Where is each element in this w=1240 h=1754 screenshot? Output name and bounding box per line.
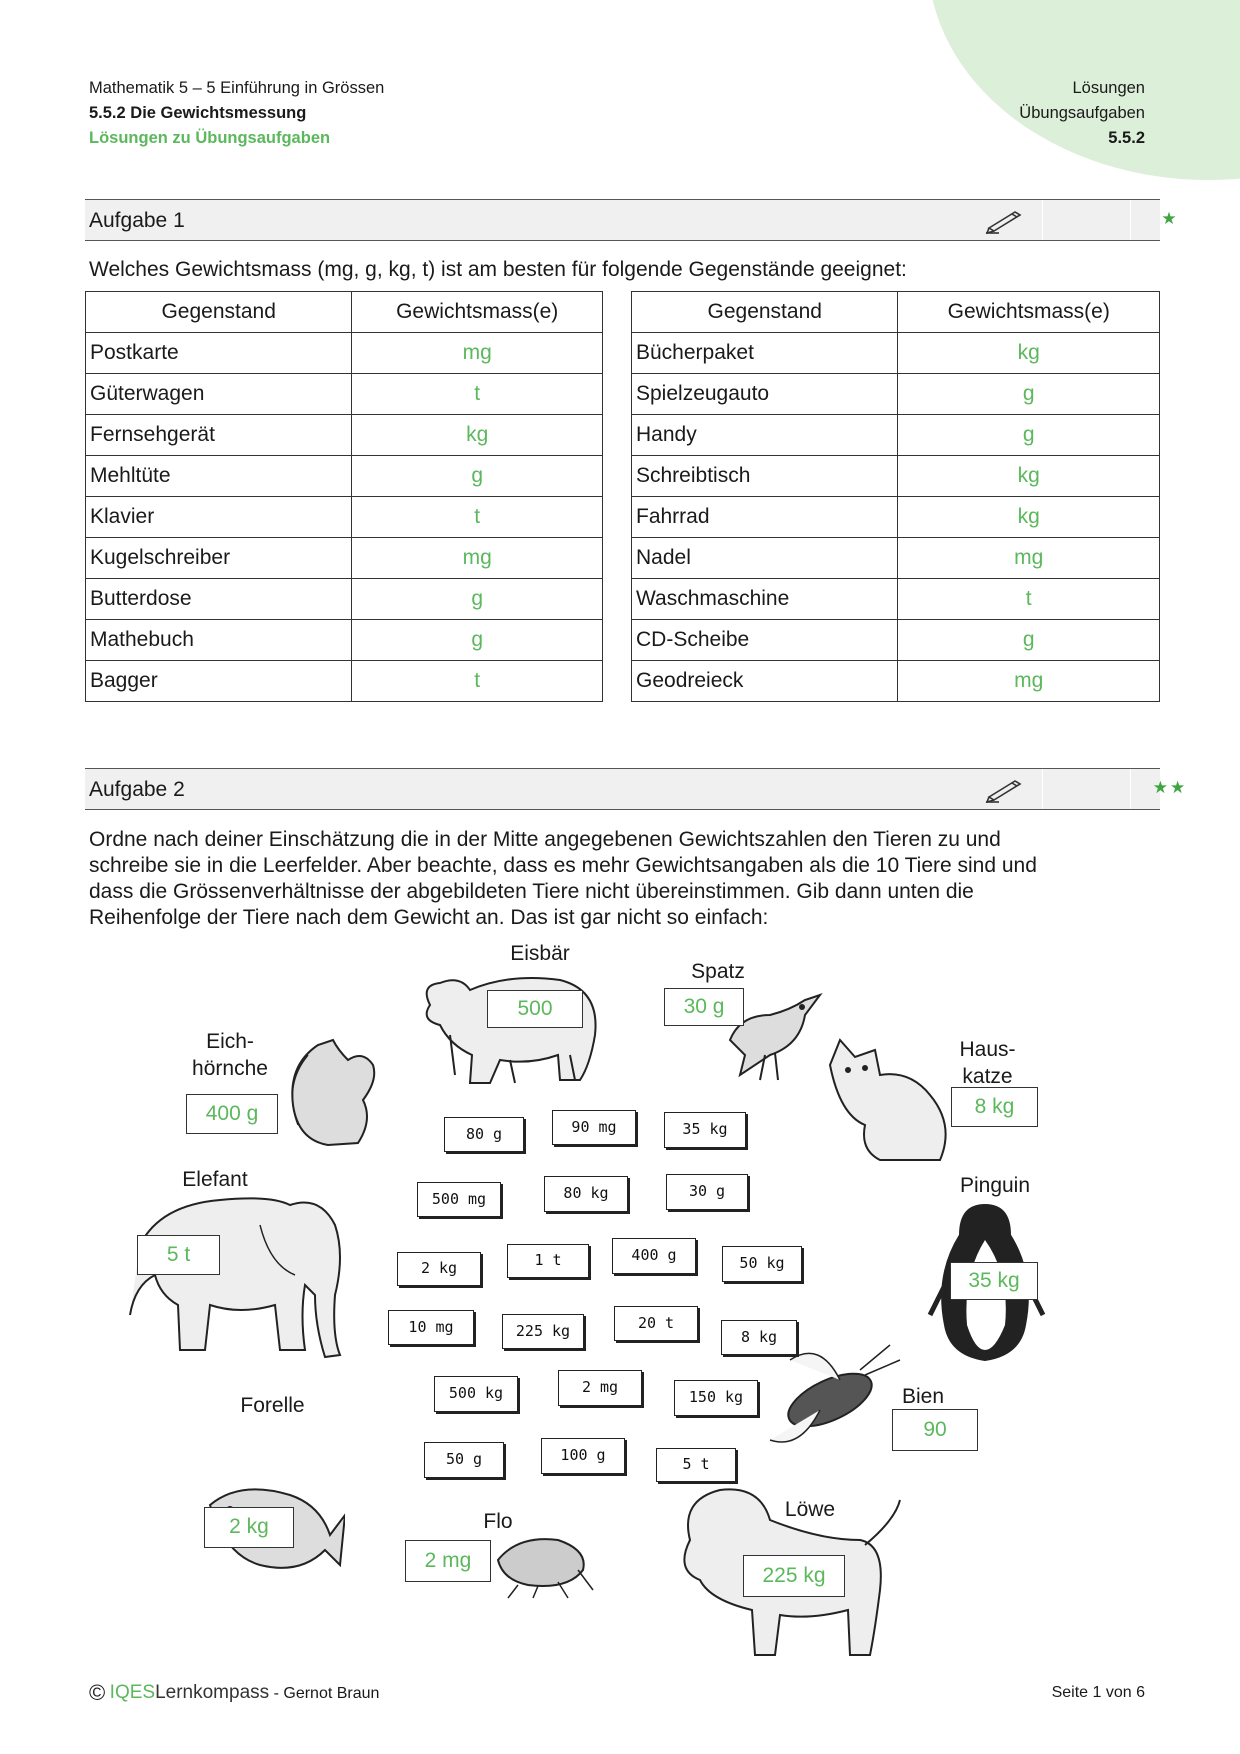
answer-cell: g (898, 415, 1160, 456)
table-row (632, 579, 1160, 620)
divider (1042, 200, 1043, 240)
label-cat (950, 1036, 1025, 1086)
item-cell: CD-Scheibe (632, 620, 898, 661)
answer-cell: g (898, 620, 1160, 661)
answer-box-sparrow[interactable]: 30 g (664, 988, 744, 1026)
label-penguin: Pinguin (959, 1174, 1031, 1197)
answer-cell: mg (352, 333, 603, 374)
table-row (632, 456, 1160, 497)
weight-option[interactable]: 500 mg (417, 1182, 501, 1217)
item-cell: Schreibtisch (632, 456, 898, 497)
header-left (89, 76, 384, 151)
answer-box-elephant[interactable]: 5 t (137, 1235, 220, 1275)
pencil-icon (985, 206, 1025, 234)
item-cell: Waschmaschine (632, 579, 898, 620)
table-header-row (86, 292, 603, 333)
task1-question: Welches Gewichtsmass (mg, g, kg, t) ist am besten für folgende Gegenstände geeignet: (89, 258, 907, 281)
table-row (632, 333, 1160, 374)
table-row (632, 374, 1160, 415)
answer-box-bee[interactable]: 90 (892, 1409, 978, 1451)
header-right (1019, 76, 1145, 151)
table-row (86, 661, 603, 702)
answer-cell: kg (352, 415, 603, 456)
task2-title: Aufgabe 2 (89, 778, 185, 801)
table-row (86, 374, 603, 415)
label-elephant: Elefant (182, 1168, 248, 1191)
difficulty-stars: ★ (1161, 209, 1179, 228)
answer-box-cat[interactable]: 8 kg (951, 1087, 1038, 1127)
answer-cell: t (898, 579, 1160, 620)
answer-cell: kg (898, 333, 1160, 374)
instruction-line: Ordne nach deiner Einschätzung die in der Mitte angegebenen Gewichtszahlen den Tieren zu und (89, 828, 1001, 851)
answer-cell: mg (898, 538, 1160, 579)
weight-option[interactable]: 10 mg (388, 1310, 474, 1345)
answer-box-trout[interactable]: 2 kg (204, 1507, 294, 1548)
weight-option[interactable]: 50 kg (722, 1246, 802, 1282)
brand-iqes: IQES (109, 1682, 156, 1703)
task1-header (85, 199, 1179, 241)
item-cell: Kugelschreiber (86, 538, 352, 579)
task1-title: Aufgabe 1 (89, 209, 185, 232)
item-cell: Mehltüte (86, 456, 352, 497)
answer-cell: g (352, 620, 603, 661)
difficulty-stars: ★★ (1152, 778, 1188, 797)
label-polar-bear: Eisbär (510, 942, 570, 965)
answer-cell: kg (898, 456, 1160, 497)
answer-box-polar-bear[interactable]: 500 (487, 990, 583, 1028)
column-header-item: Gegenstand (86, 292, 352, 333)
weight-option[interactable]: 90 mg (552, 1110, 636, 1145)
section-title: 5.5.2 Die Gewichtsmessung (89, 104, 307, 122)
column-header-unit: Gewichtsmass(e) (352, 292, 603, 333)
answer-cell: g (352, 456, 603, 497)
answer-cell: mg (352, 538, 603, 579)
table-row (632, 538, 1160, 579)
weight-option[interactable]: 5 t (656, 1448, 736, 1482)
label-lion: Löwe (784, 1498, 836, 1521)
instruction-line: dass die Grössenverhältnisse der abgebildeten Tiere nicht übereinstimmen. Gib dann unten die (89, 880, 974, 903)
weight-option[interactable]: 2 kg (397, 1252, 481, 1286)
answer-cell: t (352, 497, 603, 538)
table-row (86, 497, 603, 538)
instruction-line: schreibe sie in die Leerfelder. Aber beachte, dass es mehr Gewichtsangaben als die 10 Tiere sind und (89, 854, 1037, 877)
label-sparrow: Spatz (691, 960, 745, 983)
item-cell: Güterwagen (86, 374, 352, 415)
label-trout: Forelle (240, 1394, 305, 1417)
label-line: Haus- (959, 1038, 1016, 1061)
item-cell: Spielzeugauto (632, 374, 898, 415)
column-header-item: Gegenstand (632, 292, 898, 333)
table-row (86, 620, 603, 661)
item-cell: Klavier (86, 497, 352, 538)
answer-box-flea[interactable]: 2 mg (405, 1540, 491, 1582)
label-flea: Flo (483, 1510, 513, 1533)
weight-option[interactable]: 400 g (612, 1238, 696, 1274)
header-right-line3: 5.5.2 (1108, 129, 1145, 147)
task2-header (85, 768, 1188, 810)
item-cell: Fahrrad (632, 497, 898, 538)
weight-option[interactable]: 2 mg (558, 1370, 642, 1406)
weight-option[interactable]: 500 kg (434, 1376, 518, 1412)
weight-option[interactable]: 80 g (444, 1117, 524, 1152)
answer-box-squirrel[interactable]: 400 g (186, 1094, 278, 1134)
weight-option[interactable]: 8 kg (721, 1320, 797, 1355)
page-number: Seite 1 von 6 (1051, 1684, 1145, 1701)
bee-illustration (760, 1340, 910, 1460)
brand-lernkompass: Lernkompass (155, 1682, 270, 1703)
table-row (632, 661, 1160, 702)
answer-box-penguin[interactable]: 35 kg (950, 1262, 1038, 1300)
weight-option[interactable]: 225 kg (502, 1314, 584, 1349)
column-header-unit: Gewichtsmass(e) (898, 292, 1160, 333)
answer-cell: kg (898, 497, 1160, 538)
weight-option[interactable]: 20 t (614, 1306, 698, 1341)
label-line: Eich- (206, 1030, 254, 1053)
table-row (86, 579, 603, 620)
weight-option[interactable]: 50 g (424, 1442, 504, 1478)
divider (1042, 769, 1043, 809)
flea-illustration (488, 1530, 598, 1600)
instruction-line: Reihenfolge der Tiere nach dem Gewicht an. Das ist gar nicht so einfach: (89, 906, 769, 929)
item-cell: Butterdose (86, 579, 352, 620)
label-line: hörnche (192, 1057, 268, 1080)
table-row (86, 456, 603, 497)
item-cell: Mathebuch (86, 620, 352, 661)
header-right-line2: Übungsaufgaben (1019, 104, 1145, 122)
label-squirrel (185, 1028, 275, 1082)
item-cell: Handy (632, 415, 898, 456)
item-cell: Postkarte (86, 333, 352, 374)
answer-box-lion[interactable]: 225 kg (743, 1555, 845, 1597)
table-header-row (632, 292, 1160, 333)
weight-option[interactable]: 1 t (507, 1244, 589, 1278)
answer-cell: mg (898, 661, 1160, 702)
table-row (632, 620, 1160, 661)
task2-instructions (89, 827, 1037, 931)
table-row (86, 538, 603, 579)
label-bee: Bien (901, 1385, 945, 1408)
weights-table-left (85, 291, 603, 702)
pencil-icon (985, 775, 1025, 803)
table-row (86, 415, 603, 456)
item-cell: Geodreieck (632, 661, 898, 702)
weight-option[interactable]: 30 g (666, 1174, 748, 1210)
table-row (632, 497, 1160, 538)
copyright-symbol: © (89, 1680, 106, 1705)
subtitle: Lösungen zu Übungsaufgaben (89, 129, 331, 147)
weight-option[interactable]: 150 kg (674, 1380, 758, 1416)
item-cell: Nadel (632, 538, 898, 579)
divider (1130, 200, 1131, 240)
weight-option[interactable]: 80 kg (544, 1176, 628, 1212)
item-cell: Bücherpaket (632, 333, 898, 374)
table-row (632, 415, 1160, 456)
answer-cell: g (352, 579, 603, 620)
weight-option[interactable]: 35 kg (664, 1112, 746, 1148)
divider (1130, 769, 1131, 809)
answer-cell: g (898, 374, 1160, 415)
weights-table-right (631, 291, 1160, 702)
item-cell: Bagger (86, 661, 352, 702)
footer-left (89, 1680, 379, 1706)
answer-cell: t (352, 661, 603, 702)
answer-cell: t (352, 374, 603, 415)
item-cell: Fernsehgerät (86, 415, 352, 456)
squirrel-illustration (278, 1025, 393, 1150)
header-right-line1: Lösungen (1072, 79, 1145, 97)
label-line: katze (962, 1065, 1013, 1086)
author: - Gernot Braun (273, 1685, 380, 1702)
weight-option[interactable]: 100 g (541, 1438, 625, 1474)
course-title: Mathematik 5 – 5 Einführung in Grössen (89, 79, 385, 97)
cat-illustration (820, 1035, 965, 1165)
table-row (86, 333, 603, 374)
